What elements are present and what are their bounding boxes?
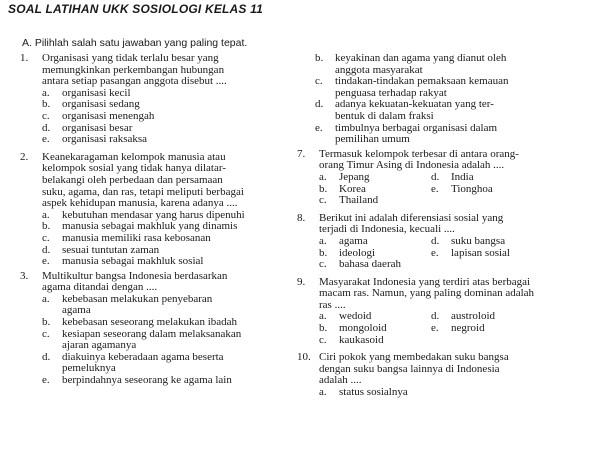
answer-option [315, 99, 559, 122]
answer-option [315, 76, 559, 99]
option-letter: e. [431, 182, 439, 195]
option-line: kebebasan melakukan penyebaran [62, 292, 213, 305]
answer-option [42, 134, 278, 146]
option-text [335, 53, 559, 76]
option-letter: c. [319, 194, 327, 207]
option-letter: d. [42, 121, 51, 134]
answer-options [319, 387, 559, 399]
answer-option [431, 323, 559, 335]
question-line: kelompok sosial yang tidak hanya dilatar- [42, 162, 226, 175]
option-letter: a. [319, 234, 327, 247]
document-title: SOAL LATIHAN UKK SOSIOLOGI KELAS 11 [8, 2, 264, 16]
question-10 [297, 352, 559, 398]
option-text [62, 352, 278, 375]
option-text [335, 76, 559, 99]
option-text: kaukasoid [339, 333, 384, 346]
answer-option [42, 329, 278, 352]
option-text [335, 123, 559, 146]
option-line: pemilihan umum [335, 133, 410, 146]
answer-option [315, 123, 559, 146]
answer-option [42, 294, 278, 317]
option-letter: d. [431, 234, 440, 247]
option-letter: a. [42, 86, 50, 99]
option-text [62, 329, 278, 352]
answer-option [42, 375, 278, 387]
option-text: suku bangsa [451, 234, 506, 247]
question-2 [20, 152, 278, 268]
left-column [20, 53, 278, 387]
option-text: Tionghoa [451, 182, 493, 195]
option-text: wedoid [339, 310, 372, 323]
question-text [319, 352, 559, 387]
question-line: suku, agama, dan ras, tetapi meliputi berbagai [42, 185, 244, 198]
question-number: 2. [20, 150, 29, 163]
question-number: 9. [297, 275, 306, 288]
answer-option [431, 236, 559, 248]
question-number: 7. [297, 147, 306, 160]
answer-option [319, 323, 431, 335]
option-text: organisasi sedang [62, 98, 140, 111]
option-line: anggota masyarakat [335, 63, 423, 76]
continued-answer-options [315, 53, 559, 146]
question-line: orang Timur Asing di Indonesia adalah .... [319, 159, 505, 172]
option-text: kebebasan seseorang melakukan ibadah [62, 316, 238, 329]
option-letter: b. [319, 322, 328, 335]
option-text: India [451, 170, 474, 183]
option-text: manusia sebagai makhluk sosial [62, 255, 204, 268]
answer-option [319, 259, 431, 271]
option-line: diakuinya keberadaan agama beserta [62, 350, 224, 363]
option-letter: c. [315, 75, 323, 88]
question-1 [20, 53, 278, 146]
question-line: terjadi di Indonesia, kecuali .... [319, 223, 455, 236]
option-letter: b. [42, 220, 51, 233]
option-text: Korea [339, 182, 366, 195]
question-line: macam ras. Namun, yang paling dominan adalah [319, 287, 535, 300]
question-line: belakangi oleh perbedaan dan persamaan [42, 173, 223, 186]
option-line: agama [62, 304, 91, 317]
question-line: Berikut ini adalah diferensiasi sosial yang [319, 211, 504, 224]
answer-option [42, 233, 278, 245]
question-8 [297, 213, 559, 271]
question-number: 1. [20, 52, 29, 64]
answer-option [42, 111, 278, 123]
option-letter: e. [42, 133, 50, 146]
option-letter: e. [431, 246, 439, 259]
option-text: organisasi menengah [62, 109, 155, 122]
question-text [42, 271, 278, 294]
option-letter: e. [431, 322, 439, 335]
option-text: mongoloid [339, 322, 387, 335]
option-line: kesiapan seseorang dalam melaksanakan [62, 327, 242, 340]
option-text: kebutuhan mendasar yang harus dipenuhi [62, 208, 245, 221]
option-letter: b. [42, 98, 51, 111]
option-letter: b. [42, 316, 51, 329]
question-number: 3. [20, 269, 29, 282]
answer-options [319, 311, 559, 346]
option-line: tindakan-tindakan pemaksaan kemauan [335, 75, 509, 88]
option-text: sesuai tuntutan zaman [62, 243, 160, 256]
answer-option [319, 195, 431, 207]
answer-option [319, 172, 431, 184]
option-letter: d. [431, 170, 440, 183]
option-letter: a. [319, 310, 327, 323]
option-text: manusia memiliki rasa kebosanan [62, 231, 211, 244]
answer-option [431, 172, 559, 184]
option-text: manusia sebagai makhluk yang dinamis [62, 220, 238, 233]
option-letter: c. [42, 327, 50, 340]
option-text: organisasi kecil [62, 86, 131, 99]
question-text [319, 149, 559, 172]
answer-option [319, 335, 431, 347]
question-line: aspek kehidupan manusia, karena adanya .... [42, 197, 238, 210]
question-line: Ciri pokok yang membedakan suku bangsa [319, 351, 509, 364]
option-line: ajaran agamanya [62, 339, 137, 352]
option-line: adanya kekuatan-kekuatan yang ter- [335, 98, 494, 111]
option-text: status sosialnya [339, 386, 408, 399]
option-letter: c. [319, 333, 327, 346]
option-line: pemeluknya [62, 362, 116, 375]
option-text: organisasi raksaksa [62, 133, 148, 146]
question-line: Keanekaragaman kelompok manusia atau [42, 150, 226, 163]
option-letter: d. [42, 350, 51, 363]
answer-option [42, 352, 278, 375]
option-letter: e. [42, 374, 50, 387]
option-letter: b. [319, 182, 328, 195]
option-line: penguasa terhadap rakyat [335, 86, 447, 99]
question-text [42, 53, 278, 88]
option-letter: a. [42, 208, 50, 221]
option-letter: d. [315, 98, 324, 111]
option-letter: a. [319, 386, 327, 399]
option-letter: c. [42, 109, 50, 122]
option-text: austroloid [451, 310, 495, 323]
question-line: adalah .... [319, 374, 362, 387]
option-text [335, 99, 559, 122]
section-instruction: A. Pilihlah salah satu jawaban yang paling tepat. [22, 37, 248, 49]
option-letter: b. [319, 246, 328, 259]
right-column [297, 53, 559, 399]
answer-options [42, 88, 278, 146]
option-text: bahasa daerah [339, 258, 401, 271]
answer-option [431, 248, 559, 260]
question-line: memungkinkan perkembangan hubungan [42, 63, 225, 76]
option-text: ideologi [339, 246, 376, 259]
question-line: Termasuk kelompok terbesar di antara orang- [319, 147, 519, 160]
answer-option [315, 53, 559, 76]
answer-options [319, 172, 559, 207]
question-number: 10. [297, 351, 311, 364]
option-letter: c. [319, 258, 327, 271]
answer-options [319, 236, 559, 271]
question-text [42, 152, 278, 210]
option-line: timbulnya berbagai organisasi dalam [335, 121, 498, 134]
question-line: agama ditandai dengan .... [42, 281, 158, 294]
option-line: keyakinan dan agama yang dianut oleh [335, 52, 507, 64]
question-line: ras .... [319, 298, 346, 311]
question-3 [20, 271, 278, 387]
option-line: bentuk di dalam fraksi [335, 109, 434, 122]
option-text: Jepang [339, 170, 370, 183]
option-letter: b. [315, 52, 324, 64]
option-text: negroid [451, 322, 485, 335]
question-number: 8. [297, 211, 306, 224]
question-line: antara setiap pasangan anggota disebut .... [42, 75, 227, 88]
question-line: dengan suku bangsa lainnya di Indonesia [319, 362, 500, 375]
question-line: Multikultur bangsa Indonesia berdasarkan [42, 269, 228, 282]
question-text [319, 277, 559, 312]
option-letter: e. [315, 121, 323, 134]
option-letter: d. [431, 310, 440, 323]
option-text: organisasi besar [62, 121, 133, 134]
question-text [319, 213, 559, 236]
answer-options [42, 294, 278, 387]
answer-option [431, 184, 559, 196]
option-text: Thailand [339, 194, 379, 207]
option-letter: d. [42, 243, 51, 256]
option-text: agama [339, 234, 368, 247]
answer-options [42, 210, 278, 268]
option-letter: c. [42, 231, 50, 244]
option-letter: a. [42, 292, 50, 305]
option-letter: a. [319, 170, 327, 183]
answer-option [319, 387, 559, 399]
question-7 [297, 149, 559, 207]
answer-option [42, 256, 278, 268]
question-line: Organisasi yang tidak terlalu besar yang [42, 52, 219, 64]
question-9 [297, 277, 559, 347]
option-text: berpindahnya seseorang ke agama lain [62, 374, 232, 387]
option-text [62, 294, 278, 317]
answer-option [319, 236, 431, 248]
option-text: lapisan sosial [451, 246, 510, 259]
option-letter: e. [42, 255, 50, 268]
question-line: Masyarakat Indonesia yang terdiri atas berbagai [319, 275, 531, 288]
